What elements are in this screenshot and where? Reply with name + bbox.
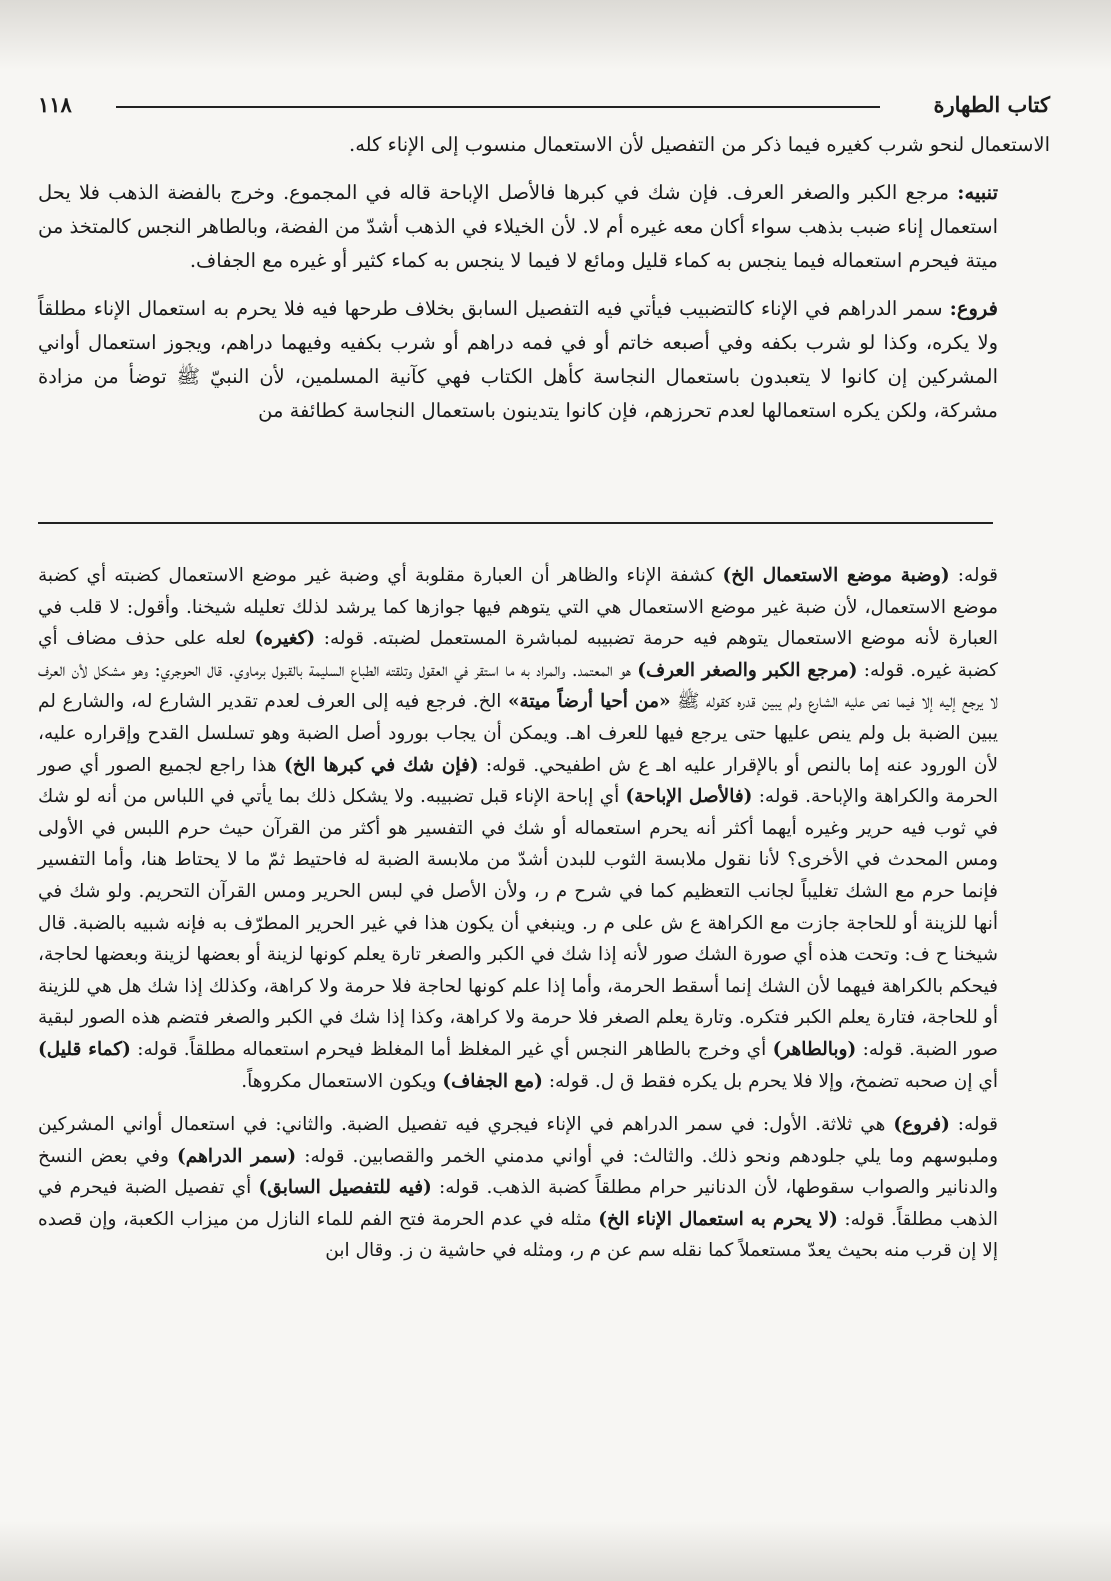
note-text: لعله على حذف مضاف أي كضبة غيره. قوله: [38,628,998,681]
quoted-term: «من أحيا أرضاً ميتة» [507,691,671,713]
commentary-paragraph [38,1109,1050,1267]
note-text: أي إباحة الإناء قبل تضبيبه. ولا يشكل ذلك بما يأتي في اللباس من أنه لو شك في ثوب فيه حرير وغيره أيهما أكثر أنه يحرم استعماله أو شك في التفسير هو أكثر من القرآن حيث حرم اللبس في الأولى ومس المحدث في الأخرى؟ لأنا نقول ملابسة الثوب للبدن أشدّ من ملابسة الضبة له فاحتيط ثمّ ما لا يحتاط هنا، وأما التفسير فإنما حرم مع الشك تغليباً لجانب التعظيم كما في شرح م ر، ولأن الأصل في لبس الحرير ومس القرآن التحريم. ولو شك في أنها للزينة أو للحاجة جازت مع الكراهة ع ش على م ر. وينبغي أن يكون هذا في غير الحرير المطرّف به فإنه شبيه بالضبة. قال شيخنا ح ف: وتحت هذه أي صورة الشك صور لأنه إذا شك في الكبر والصغر تارة يعلم كونها لزينة أو بعضها لزينة وبعضها لحاجة، فيحكم بالكراهة فيهما لأن الشك إنما أسقط الحرمة، وأما إذا علم كونها لحاجة فلا حرمة ولا كراهة، وكذلك إذا شك هل هي للزينة أو للحاجة، فتارة يعلم الكبر فتكره. وتارة يعلم الصغر فلا حرمة ولا كراهة، وكذا إذا شك في الكبر والصغر فتضم هذه الصور لبقية صور الضبة. قوله: [38,786,998,1060]
note-text: أي إن صحبه تضمخ، وإلا فلا يحرم بل يكره فقط ق ل. قوله: [548,1070,998,1092]
quoted-term: (كماء قليل) [38,1038,131,1060]
scan-edge-top [0,0,1111,70]
main-paragraph-text: سمر الدراهم في الإناء كالتضبيب فيأتي فيه التفصيل السابق بخلاف طرحها فيه فلا يحرم به استعمال الإناء مطلقاً ولا يكره، وكذا لو شرب بكفه وفي أصبعه خاتم أو في فمه دراهم أو شرب بكفيه وفيهما دراهم، ويجوز استعمال أواني المشركين إن كانوا لا يتعبدون باستعمال النجاسة كأهل الكتاب فهي كآنية المسلمين، لأن النبيّ ﷺ توضأ من مزادة مشركة، ولكن يكره استعمالها لعدم تحرزهم، فإن كانوا يتدينون باستعمال النجاسة كطائفة من [38,297,998,422]
note-text: مثله في عدم الحرمة فتح الفم للماء النازل من ميزاب الكعبة، وإن قصده إلا إن قرب منه بحيث يعدّ مستعملاً كما نقله سم عن م ر، ومثله في حاشية ن ز. وقال ابن [38,1208,998,1262]
quoted-term: (لا يحرم به استعمال الإناء الخ) [598,1208,838,1230]
scan-edge-bottom [0,1521,1111,1581]
note-text: وفي بعض النسخ والدنانير والصواب سقوطها، لأن الدنانير حرام مطلقاً كضبة الذهب. قوله: [38,1145,998,1199]
header-rule [116,106,880,108]
quoted-term: (وبالطاهر) [772,1038,857,1060]
main-text [38,128,1050,442]
book-title: كتاب الطهارة [933,92,1050,117]
note-text: قوله: [957,565,998,586]
quoted-term: (فروع) [893,1114,950,1136]
paragraph-lead: تنبيه: [957,181,998,204]
quoted-term: (فإن شك في كبرها الخ) [283,754,479,776]
main-paragraph [38,128,1050,162]
main-paragraph-text: الاستعمال لنحو شرب كغيره فيما ذكر من التفصيل لأن الاستعمال منسوب إلى الإناء كله. [349,133,1050,156]
main-paragraph [38,176,1050,278]
main-paragraph-text: مرجع الكبر والصغر العرف. فإن شك في كبرها فالأصل الإباحة قاله في المجموع. وخرج بالفضة الذهب فلا يحل استعمال إناء ضبب بذهب سواء أكان معه غيره أم لا. لأن الخيلاء في الذهب أشدّ من الفضة، وبالطاهر النجس كالمتخذ من ميتة فيحرم استعماله فيما ينجس به كماء قليل ومائع لا فيما لا ينجس به كماء كثير أو غيره مع الجفاف. [38,181,998,272]
note-text: الخ. فرجع فيه إلى العرف لعدم تقدير الشارع له، والشارع لم يبين الضبة بل ولم ينص عليها حتى يرجع فيها للعرف اهـ. ويمكن أن يجاب بورود أصل الضبة وهو تسلسل القدح وإقراره عليه، لأن الورود عنه إما بالنص أو بالإقرار عليه اهـ ع ش اطفيحي. قوله: [38,691,998,776]
quoted-term: (كغيره) [254,628,316,650]
quoted-term: (مع الجفاف) [442,1070,543,1092]
note-text: ويكون الاستعمال مكروهاً. [241,1070,437,1092]
note-text: أي تفصيل الضبة فيحرم في الذهب مطلقاً. قوله: [38,1177,998,1230]
quoted-term: (سمر الدراهم) [177,1145,297,1167]
quoted-term: (فالأصل الإباحة) [625,786,753,808]
note-text: كشفة الإناء والظاهر أن العبارة مقلوبة أي وضبة غير موضع الاستعمال كضبته أي كضبة موضع الاستعمال، لأن ضبة غير موضع الاستعمال هي التي يتوهم فيها جوازها كما يرشد لذلك تعليله شيخنا. وأقول: لا قلب في العبارة لأنه موضع الاستعمال يتوهم فيه حرمة تضبيبه لمباشرة المستعمل لضبته. قوله: [38,565,998,650]
note-text: هذا راجع لجميع الصور أي صور الحرمة والكراهة والإباحة. قوله: [38,754,998,808]
note-text: هي ثلاثة. الأول: في سمر الدراهم في الإناء فيجري فيه تفصيل الضبة. والثاني: في استعمال أواني المشركين وملبوسهم وما يلي جلودهم ونحو ذلك. والثالث: في أواني مدمني الخمر والقصابين. قوله: [38,1114,999,1167]
quoted-term: (مرجع الكبر والصغر العرف) [637,659,858,681]
commentary-text [38,560,1050,1279]
commentary-paragraph [38,560,1050,1097]
note-text: أي وخرج بالطاهر النجس أي غير المغلظ أما المغلظ فيحرم استعماله مطلقاً. قوله: [137,1038,767,1060]
page-number: ١١٨ [38,92,72,117]
note-text: هو المعتمد. والمراد به ما استقر في العقول وتلقته الطباع السليمة بالقبول برماوي. قال الحوجري: وهو مشكل لأن العرف لا يرجع إليه إلا فيما نص عليه الشارع ولم يبين قدره كقوله ﷺ [38,659,999,713]
page-header [38,92,1050,122]
quoted-term: (فيه للتفصيل السابق) [258,1177,432,1199]
footnote-separator [38,522,993,524]
paragraph-lead: فروع: [949,297,998,320]
quoted-term: (وضبة موضع الاستعمال الخ) [722,565,950,586]
note-text: قوله: [957,1114,998,1136]
main-paragraph [38,292,1050,428]
